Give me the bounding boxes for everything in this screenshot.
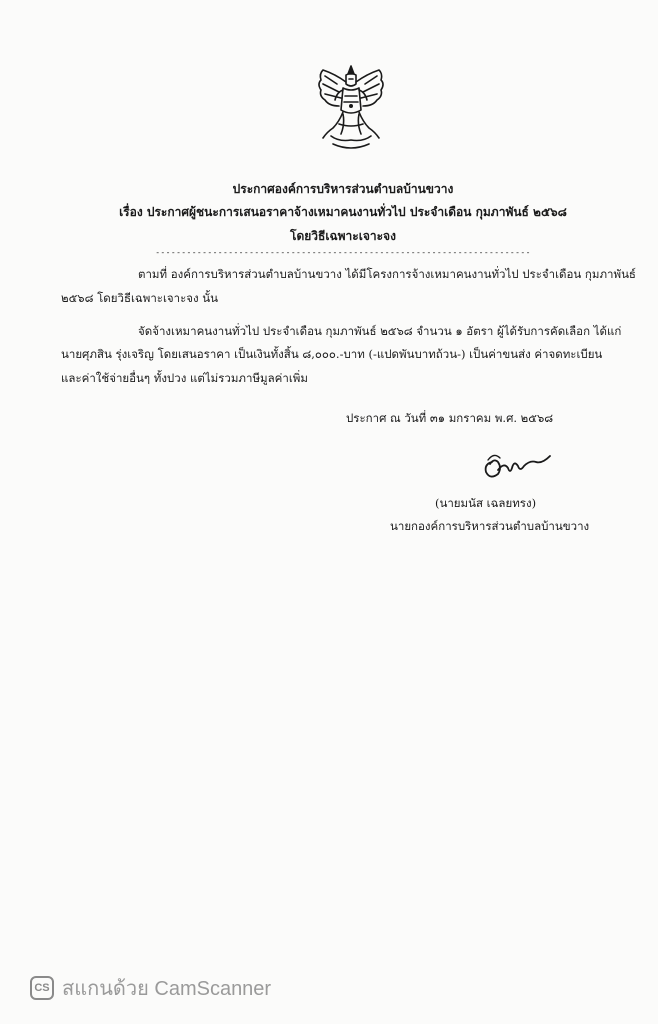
paragraph-1-line-2: ๒๕๖๘ โดยวิธีเฉพาะเจาะจง นั้น bbox=[61, 291, 218, 305]
signer-name: (นายมนัส เฉลยทรง) bbox=[435, 496, 537, 510]
handwritten-signature bbox=[478, 448, 554, 482]
paragraph-1-line-1: ตามที่ องค์การบริหารส่วนตำบลบ้านขวาง ได้มีโครงการจ้างเหมาคนงานทั่วไป ประจำเดือน กุมภาพันธ์ bbox=[138, 267, 636, 281]
paragraph-2-line-1: จัดจ้างเหมาคนงานทั่วไป ประจำเดือน กุมภาพันธ์ ๒๕๖๘ จำนวน ๑ อัตรา ผู้ได้รับการคัดเลือก ได้แก่ bbox=[138, 324, 622, 338]
announcement-method: โดยวิธีเฉพาะเจาะจง bbox=[290, 229, 396, 243]
watermark-text: สแกนด้วย CamScanner bbox=[62, 978, 272, 1000]
paragraph-2-line-3: และค่าใช้จ่ายอื่นๆ ทั้งปวง แต่ไม่รวมภาษีมูลค่าเพิ่ม bbox=[61, 371, 308, 385]
garuda-emblem-icon bbox=[313, 62, 389, 154]
signer-title: นายกองค์การบริหารส่วนตำบลบ้านขวาง bbox=[390, 519, 590, 533]
announcement-date: ประกาศ ณ วันที่ ๓๑ มกราคม พ.ศ. ๒๕๖๘ bbox=[346, 411, 554, 425]
announcement-heading: ประกาศองค์การบริหารส่วนตำบลบ้านขวาง bbox=[232, 182, 454, 196]
camscanner-logo-icon: CS bbox=[30, 976, 54, 1000]
paragraph-2-line-2: นายศุภสิน รุ่งเจริญ โดยเสนอราคา เป็นเงินทั้งสิ้น ๘,๐๐๐.-บาท (-แปดพันบาทถ้วน-) เป็นค่าขนส่ง ค่าจดทะเบียน bbox=[61, 347, 603, 361]
separator-line: ------------------------------------------------------------------------ bbox=[155, 248, 531, 257]
camscanner-watermark bbox=[30, 975, 271, 1001]
announcement-subject: เรื่อง ประกาศผู้ชนะการเสนอราคาจ้างเหมาคนงานทั่วไป ประจำเดือน กุมภาพันธ์ ๒๕๖๘ bbox=[119, 205, 567, 219]
